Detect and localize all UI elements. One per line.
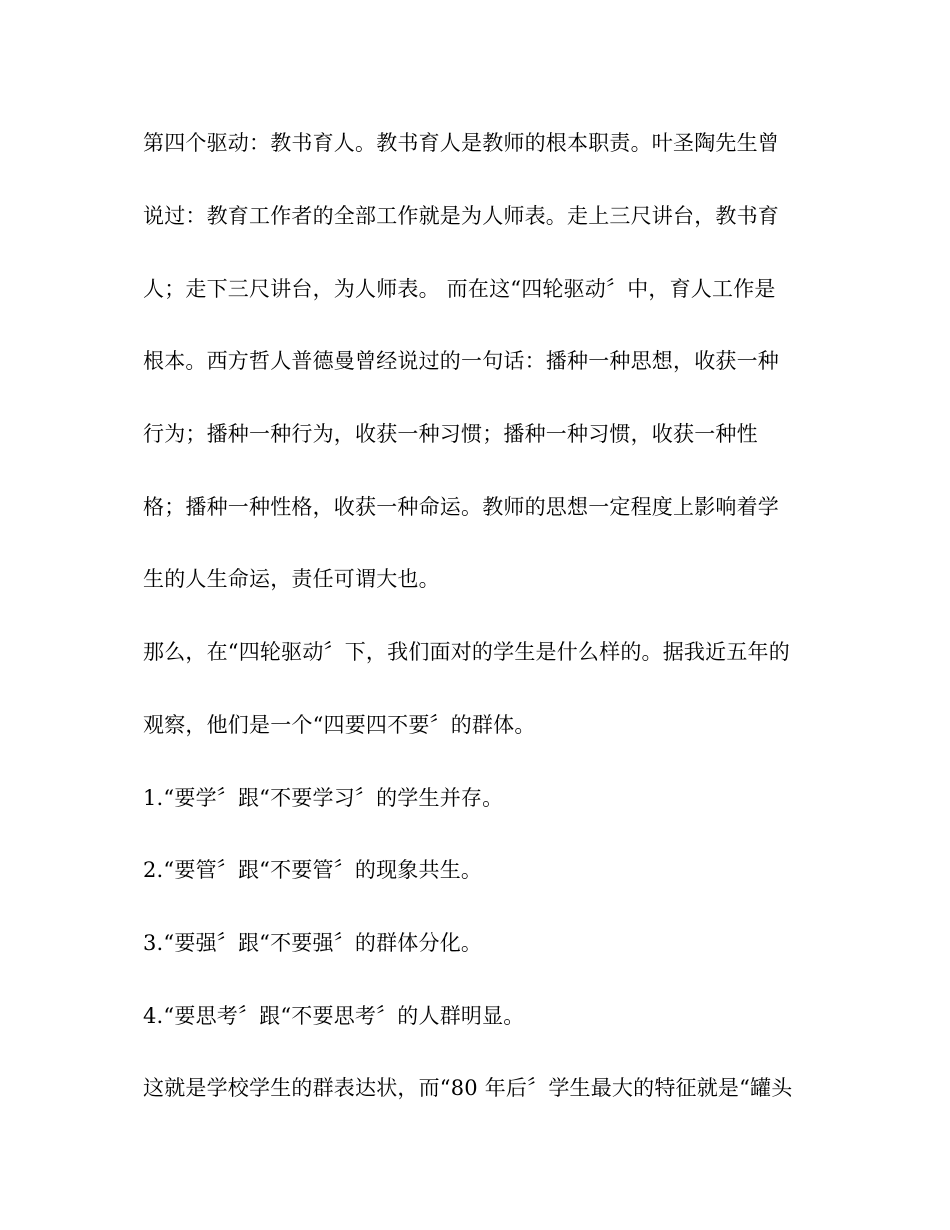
paragraph-line: 生的人生命运，责任可谓大也。	[143, 567, 440, 591]
paragraph-line: 这就是学校学生的群表达状，而“80 年后〞学生最大的特征就是“罐头	[143, 1076, 793, 1100]
paragraph-line: 说过：教育工作者的全部工作就是为人师表。走上三尺讲台，教书育	[143, 204, 779, 228]
list-item: 1.“要学〞跟“不要学习〞的学生并存。	[143, 786, 504, 810]
paragraph-line: 根本。西方哲人普德曼曾经说过的一句话：播种一种思想，收获一种	[143, 349, 779, 373]
list-item: 2.“要管〞跟“不要管〞的现象共生。	[143, 858, 483, 882]
paragraph-line: 行为；播种一种行为，收获一种习惯；播种一种习惯，收获一种性	[143, 422, 758, 446]
list-item: 4.“要思考〞跟“不要思考〞的人群明显。	[143, 1004, 525, 1028]
list-item: 3.“要强〞跟“不要强〞的群体分化。	[143, 931, 483, 955]
paragraph-line: 观察，他们是一个“四要四不要〞的群体。	[143, 713, 536, 737]
paragraph-line: 那么，在“四轮驱动〞下，我们面对的学生是什么样的。据我近五年的	[143, 640, 790, 664]
paragraph-line: 第四个驱动：教书育人。教书育人是教师的根本职责。叶圣陶先生曾	[143, 131, 779, 155]
paragraph-line: 格；播种一种性格，收获一种命运。教师的思想一定程度上影响着学	[143, 495, 779, 519]
paragraph-line: 人；走下三尺讲台，为人师表。 而在这“四轮驱动〞中，育人工作是	[143, 277, 776, 301]
